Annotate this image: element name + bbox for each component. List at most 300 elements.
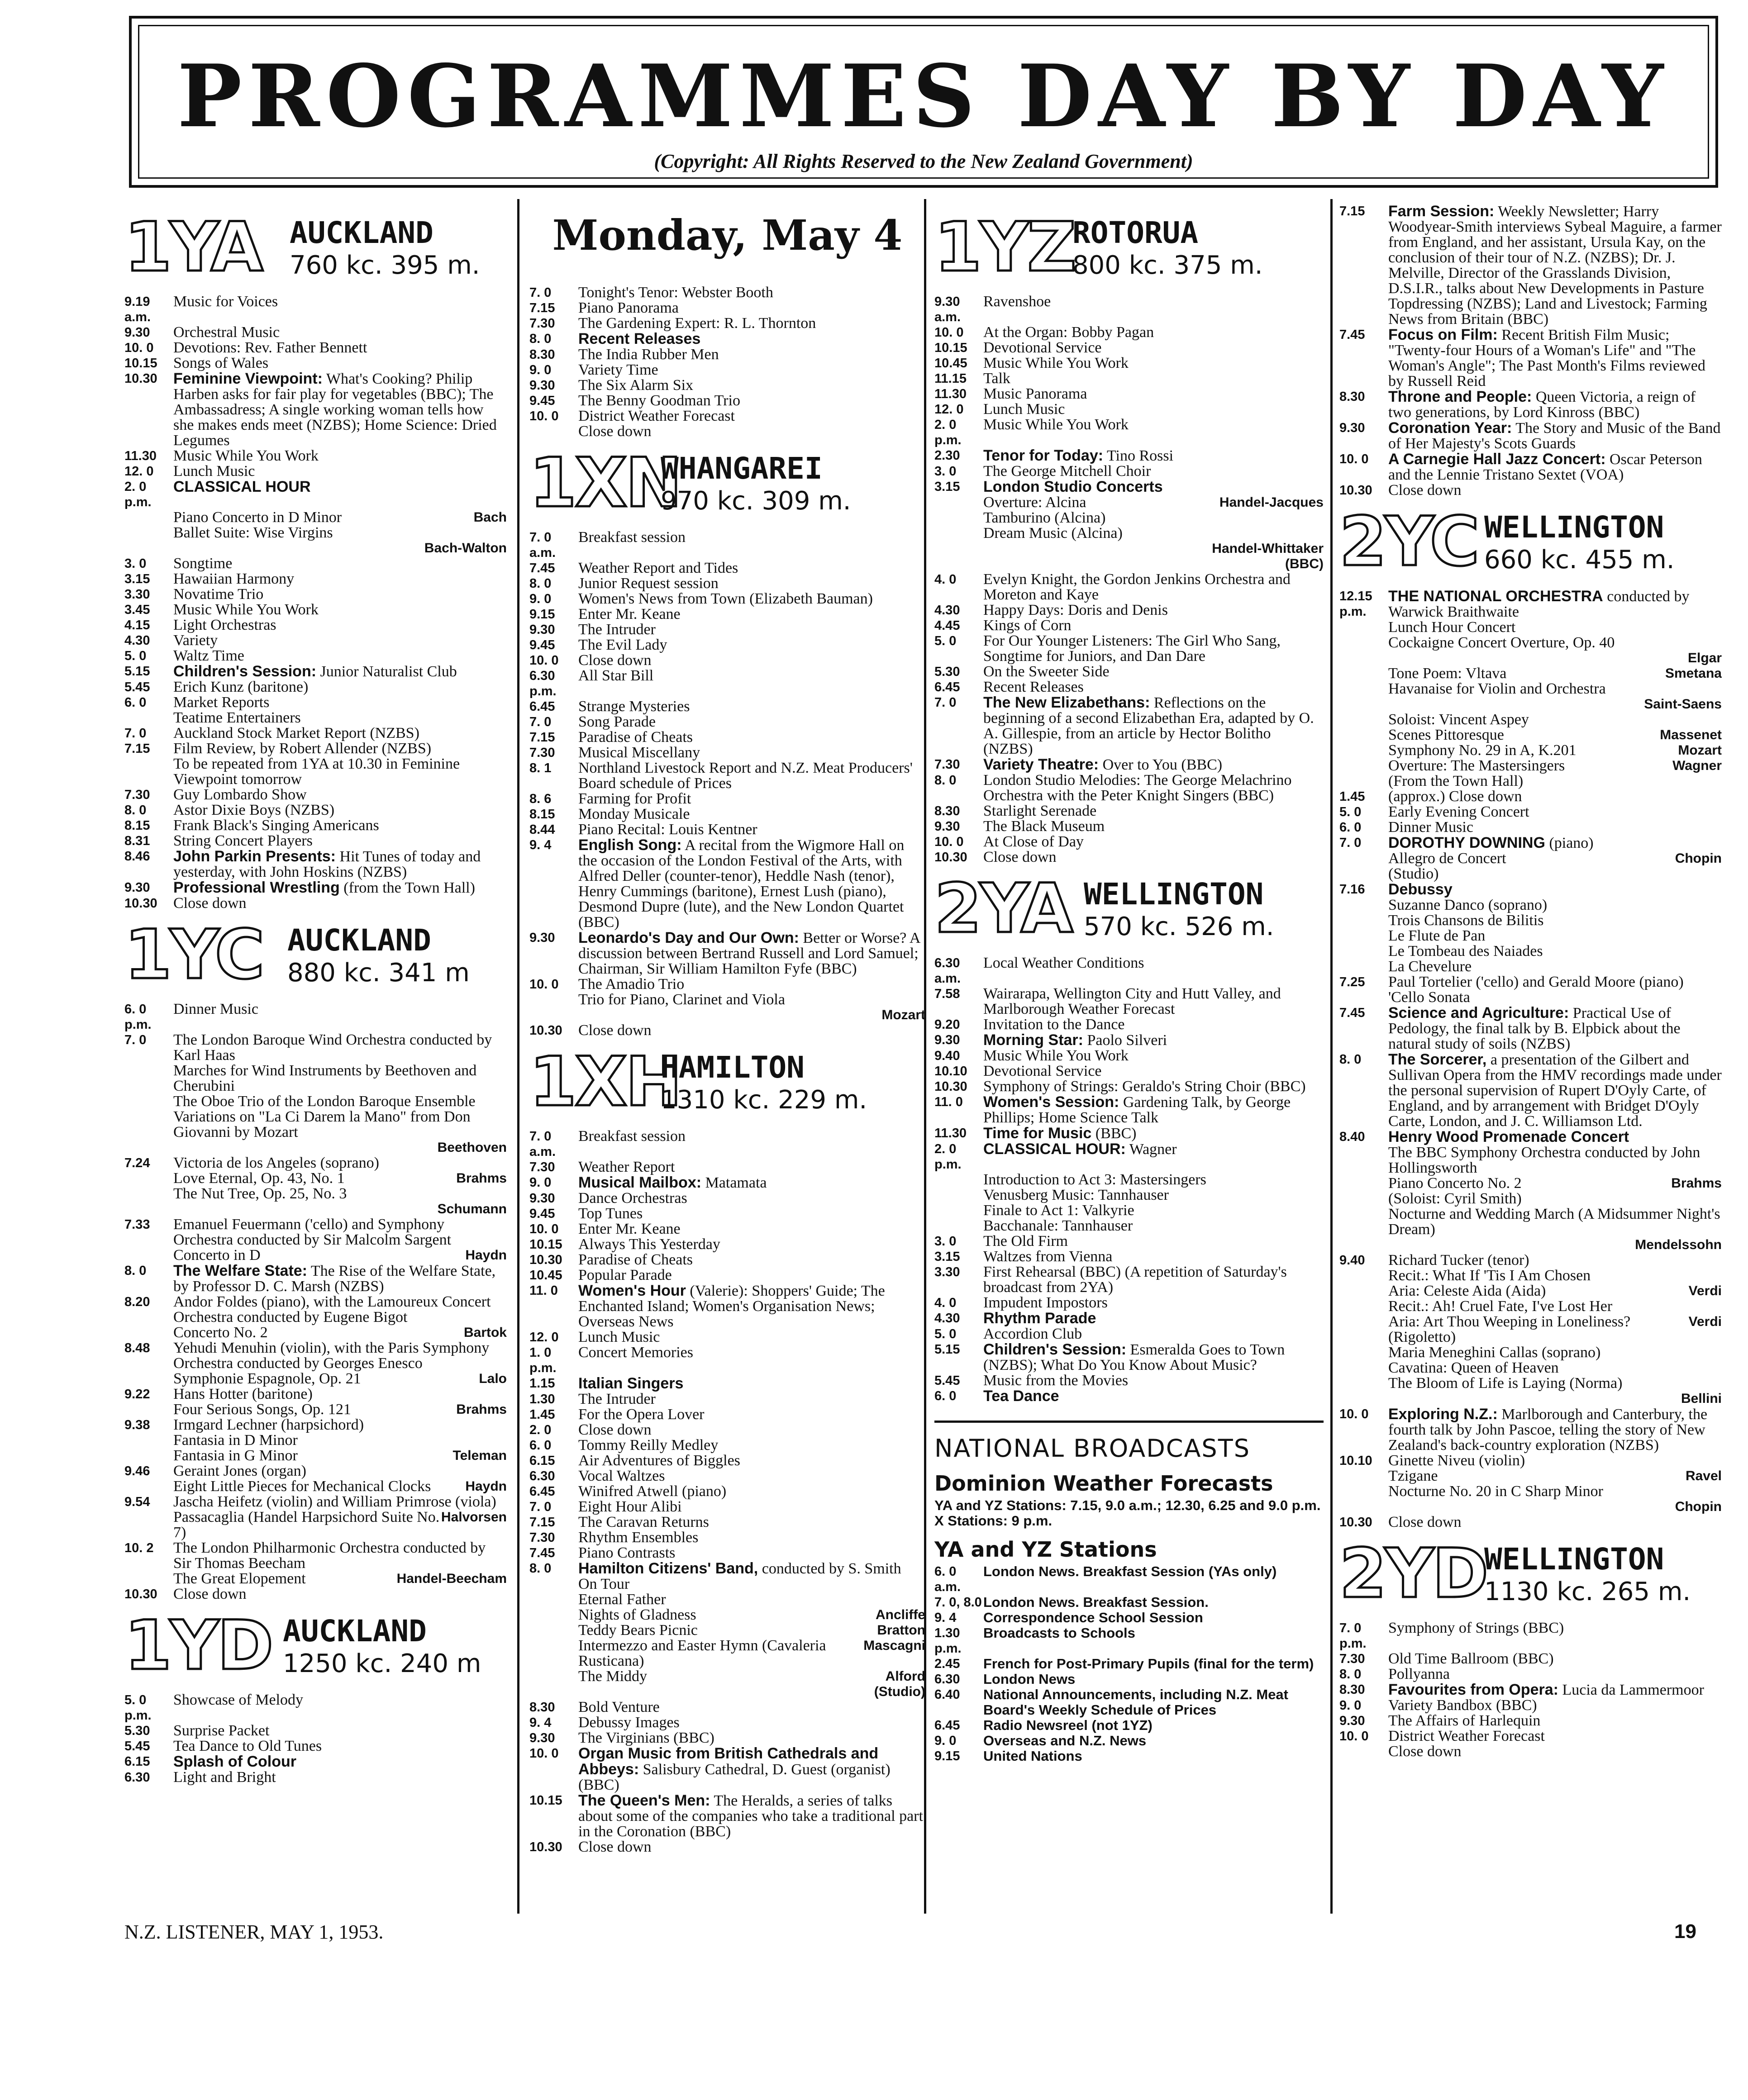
programme-time: 7. 0 [934,695,957,710]
programme-description: Symphony of Strings: Geraldo's String Choir (BBC) [983,1078,1306,1095]
programme-time: 8.30 [1339,390,1365,404]
programme-time: 8.31 [124,834,150,848]
station-header [1339,503,1722,581]
programme-description: Tea Dance to Old Tunes [173,1738,322,1754]
station-header [124,208,507,287]
detail-text: Overture: The Mastersingers [1388,757,1565,774]
detail-text: Venusberg Music: Tannhauser [983,1187,1169,1203]
programme-entry [124,896,507,911]
national-broadcast-item [934,1656,1324,1672]
programme-time: 9.30 [529,378,555,393]
page-number: 19 [1674,1920,1696,1943]
copyright-notice: (Copyright: All Rights Reserved to the New Zealand Government) [654,150,1193,172]
programme-detail [934,1172,1324,1188]
programme-description: conducted by Warwick Braithwaite [1388,588,1690,620]
programme-time: 9. 4 [529,838,552,852]
programme-time: 2. 0 p.m. [124,480,152,509]
programme-time: 10. 0 [1339,452,1369,466]
programme-entry [529,316,925,331]
programme-time: 10.30 [124,1587,157,1601]
programme-time: 7.15 [124,741,150,756]
programme-entry [124,448,507,464]
programme-time: 3.15 [124,572,150,586]
detail-text: Piano Concerto No. 2 [1388,1175,1522,1192]
programme-text [1388,204,1722,327]
programme-text [578,362,925,378]
programme-description: (piano) [1549,835,1594,851]
programme-entry [529,607,925,622]
programme-description: The Rise of the Welfare State, by Professor D. C. Marsh (NZBS) [173,1263,496,1295]
programme-text [578,791,925,807]
programme-entry [1339,820,1722,835]
programme-text [173,1692,507,1723]
station-city: WELLINGTON [1084,877,1264,912]
programme-text [983,572,1324,603]
detail-text: Recit.: Ah! Cruel Fate, I've Lost Her [1388,1298,1613,1315]
programme-text [983,1264,1324,1295]
programme-text [983,757,1324,773]
programme-time: 2.45 [934,1657,960,1671]
programme-time: 12. 0 [529,1330,559,1345]
programme-description: Close down [1388,1514,1462,1530]
composer-credit: Smetana [1665,666,1722,681]
composer-credit: Halvorsen [441,1510,507,1525]
programme-text [983,1373,1324,1388]
programme-detail [1339,1468,1722,1484]
programme-description: Geraint Jones (organ) [173,1463,306,1479]
programme-detail [529,1669,925,1684]
programme-text [578,1499,925,1515]
programme-description: The London Baroque Wind Orchestra conducted by Karl Haas [173,1031,492,1064]
programme-entry [124,356,507,371]
composer-credit: Brahms [1671,1176,1722,1191]
station-frequency: 760 kc. 395 m. [290,251,480,280]
programme-time: 8. 0 [529,1561,552,1576]
programme-text [578,1345,925,1376]
programme-description: Waltz Time [173,647,244,664]
programme-entry [934,1342,1324,1373]
programme-text [983,1094,1324,1126]
programme-entry [934,803,1324,819]
programme-text [983,356,1324,371]
programme-text [983,1687,1324,1718]
programme-entry [1339,804,1722,820]
programme-time: 10.15 [124,356,157,371]
programme-entry [124,648,507,664]
programme-title: Focus on Film: [1388,326,1498,343]
programme-text [983,1610,1324,1625]
programme-time: 6. 0 a.m. [934,1564,961,1594]
composer-credit: Chopin [1675,1499,1722,1514]
programme-time: 9.45 [529,1207,555,1221]
programme-entry [1339,1453,1722,1468]
programme-description: Jascha Heifetz (violin) and William Primrose (viola) [173,1493,496,1510]
programme-text [983,1625,1324,1656]
programme-text [578,1545,925,1561]
programme-description: Starlight Serenade [983,803,1097,819]
station-frequency: 660 kc. 455 m. [1484,545,1675,575]
programme-text [173,340,507,356]
programme-entry [124,741,507,756]
programme-time: 6.30 a.m. [934,956,961,986]
programme-time: 9. 0 [934,1734,957,1748]
programme-description: Bold Venture [578,1699,660,1715]
programme-description: The Benny Goodman Trio [578,392,740,409]
programme-description: Enter Mr. Keane [578,606,681,622]
programme-title: Tenor for Today: [983,447,1104,464]
programme-entry [1339,1515,1722,1530]
detail-text: Four Serious Songs, Op. 121 [173,1401,351,1418]
programme-description: Guy Lombardo Show [173,786,307,803]
programme-detail [124,1510,507,1540]
detail-text: Teatime Entertainers [173,709,301,726]
programme-description: Yehudi Menuhin (violin), with the Paris Symphony Orchestra conducted by Georges Enesco [173,1340,490,1372]
programme-description: Matamata [705,1174,767,1191]
programme-description: French for Post-Primary Pupils (final for the term) [983,1656,1314,1672]
programme-text [578,1237,925,1252]
programme-text [1388,974,1722,990]
programme-description: Tommy Reilly Medley [578,1437,719,1454]
programme-text [983,1064,1324,1079]
programme-text [173,571,507,587]
programme-entry [529,1206,925,1221]
programme-description: London News [983,1671,1076,1687]
programme-description: Lunch Music [578,1329,660,1345]
programme-text [173,849,507,880]
programme-text [983,1733,1324,1748]
programme-time: 10.30 [529,1023,562,1038]
programme-text [983,1079,1324,1094]
detail-text: Cockaigne Concert Overture, Op. 40 [1388,634,1615,651]
composer-credit: Saint-Saens [1644,697,1722,712]
programme-description: Music Panorama [983,385,1087,402]
station-frequency: 570 kc. 526 m. [1084,912,1274,941]
national-broadcast-item [934,1687,1324,1718]
programme-time: 7. 0 [1339,836,1362,850]
programme-detail [1339,758,1722,774]
programme-detail [1339,635,1722,651]
programme-title: Favourites from Opera: [1388,1681,1558,1698]
detail-text: (From the Town Hall) [1388,773,1524,789]
programme-text [983,1126,1324,1141]
programme-title: Henry Wood Promenade Concert [1388,1128,1629,1145]
programme-time: 7.33 [124,1217,150,1232]
programme-entry [1339,1667,1722,1682]
programme-text [983,464,1324,479]
programme-description: United Nations [983,1748,1082,1764]
column-4 [1339,204,1722,1759]
station-frequency: 1250 kc. 240 m [283,1649,481,1678]
programme-text [578,530,925,561]
programme-entry [529,1023,925,1038]
programme-detail [124,1186,507,1202]
programme-entry [934,695,1324,757]
programme-text [578,822,925,837]
detail-text: Concerto in D [173,1247,261,1264]
programme-text [173,464,507,479]
programme-entry [934,757,1324,773]
station-header [529,1043,925,1121]
programme-detail [124,1248,507,1263]
programme-entry [934,1079,1324,1094]
programme-title: DOROTHY DOWNING [1388,834,1545,851]
programme-time: 6.30 p.m. [529,669,557,698]
composer-credit: Mascagni [863,1638,925,1653]
programme-time: 7. 0 [124,1033,147,1047]
programme-description: (Valerie): Shoppers' Guide; The Enchanted Island; Women's Organisation News; Overseas News [578,1283,885,1330]
programme-time: 6. 0 [124,695,147,710]
programme-description: Concert Memories [578,1344,693,1361]
programme-description: Air Adventures of Biggles [578,1452,740,1469]
programme-entry [529,1191,925,1206]
programme-time: 7. 0 a.m. [529,1129,556,1159]
programme-text [578,837,925,930]
composer-credit: Mozart [881,1007,925,1022]
programme-description: Dinner Music [173,1001,258,1017]
programme-entry [124,803,507,818]
station-city: AUCKLAND [290,215,433,250]
programme-entry [529,1561,925,1577]
programme-description: Hans Hotter (baritone) [173,1386,313,1402]
programme-description: Always This Yesterday [578,1236,720,1253]
detail-text: Lunch Hour Concert [1388,619,1516,636]
programme-time: 8. 0 [1339,1667,1362,1682]
programme-time: 8. 0 [1339,1052,1362,1067]
programme-time: 4.15 [124,618,150,632]
programme-description: Farming for Profit [578,790,691,807]
programme-time: 10. 2 [124,1541,154,1555]
composer-credit: Mendelssohn [1635,1237,1722,1252]
programme-text [173,787,507,803]
station-city: AUCKLAND [283,1614,427,1649]
station-header [529,444,925,523]
programme-detail [124,1171,507,1186]
programme-time: 5. 0 p.m. [124,1693,152,1723]
programme-text [173,695,507,710]
programme-detail [1339,620,1722,635]
programme-description: Invitation to the Dance [983,1016,1125,1033]
programme-description: Auckland Stock Market Report (NZBS) [173,725,419,741]
programme-time: 7.15 [529,301,555,315]
programme-title: Exploring N.Z.: [1388,1406,1498,1423]
programme-time: 2. 0 [529,1423,552,1437]
programme-entry [1339,1651,1722,1667]
programme-description: Hawaiian Harmony [173,570,295,587]
programme-entry [529,1221,925,1237]
detail-text: Close down [1388,1743,1462,1760]
programme-entry [934,1141,1324,1172]
programme-entry [124,1723,507,1739]
programme-description: Junior Request session [578,575,719,592]
station-header [124,1606,507,1685]
programme-detail [124,1479,507,1494]
programme-time: 3.15 [934,480,960,494]
programme-time: 10.30 [1339,483,1372,498]
programme-description: Enter Mr. Keane [578,1221,681,1237]
programme-entry [529,1839,925,1855]
programme-entry [124,464,507,479]
detail-text: Variations on "La Ci Darem la Mano" from Don Giovanni by Mozart [173,1108,471,1140]
programme-entry [529,1175,925,1191]
detail-text: Tzigane [1388,1468,1438,1484]
programme-text [173,1387,507,1402]
programme-description: Debussy Images [578,1714,680,1731]
programme-text [983,479,1324,495]
national-broadcast-item [934,1748,1324,1764]
programme-time: 9. 4 [934,1611,957,1625]
national-broadcast-item [934,1625,1324,1656]
station-frequency: 970 kc. 309 m. [661,486,851,516]
programme-description: Paolo Silveri [1087,1032,1167,1049]
programme-description: Symphony of Strings (BBC) [1388,1620,1564,1636]
programme-description: Strange Mysteries [578,698,690,715]
national-broadcasts-subheading: Dominion Weather Forecasts [934,1471,1273,1496]
programme-description: District Weather Forecast [578,408,735,424]
detail-text: The Great Elopement [173,1570,306,1587]
programme-entry [934,1017,1324,1032]
programme-entry [529,1268,925,1283]
programme-text [1388,1515,1722,1530]
programme-time: 11. 0 [934,1095,963,1109]
station-frequency: 1130 kc. 265 m. [1484,1577,1691,1606]
masthead [129,16,1718,188]
programme-detail [1339,743,1722,758]
programme-text [578,316,925,331]
programme-description: Tino Rossi [1106,447,1174,464]
detail-text: Concerto No. 2 [173,1324,268,1341]
programme-description: For Our Younger Listeners: The Girl Who Sang, Songtime for Juniors, and Dan Dare [983,632,1281,665]
programme-description: Winifred Atwell (piano) [578,1483,727,1500]
programme-text [173,1463,507,1479]
programme-text [1388,1651,1722,1667]
programme-text [578,1191,925,1206]
programme-detail [1339,1145,1722,1176]
programme-description: Vocal Waltzes [578,1468,665,1484]
programme-text [983,819,1324,834]
station-logo: 1YD [124,1606,272,1685]
programme-time: 10. 0 [529,653,559,668]
programme-entry [529,362,925,378]
programme-entry [934,603,1324,618]
programme-text [578,1715,925,1730]
programme-description: Wairarapa, Wellington City and Hutt Valley, and Marlborough Weather Forecast [983,985,1281,1017]
programme-text [983,448,1324,464]
programme-text [578,668,925,699]
programme-description: Monday Musicale [578,806,690,822]
programme-description: On the Sweeter Side [983,663,1110,680]
programme-description: Film Review, by Robert Allender (NZBS) [173,740,432,757]
composer-credit: Handel-Jacques [1219,495,1324,510]
composer-credit: Bratton [877,1623,925,1638]
programme-description: Music While You Work [173,601,319,618]
detail-text: Havanaise for Violin and Orchestra [1388,680,1606,697]
programme-time: 8.40 [1339,1130,1365,1144]
programme-description: Close down [983,849,1057,865]
programme-time: 7.30 [529,316,555,331]
programme-detail [934,1188,1324,1203]
programme-entry [529,1283,925,1330]
composer-credit: Verdi [1688,1283,1722,1298]
detail-text: On Tour [578,1576,630,1592]
programme-time: 4.30 [934,1311,960,1326]
programme-entry [934,986,1324,1017]
programme-time: 10. 0 [529,1222,559,1236]
detail-text: Aria: Celeste Aida (Aida) [1388,1283,1546,1299]
programme-text [578,1453,925,1468]
programme-description: Correspondence School Session [983,1610,1203,1625]
programme-time: 9. 0 [529,1175,552,1190]
programme-time: 10.45 [934,356,967,371]
programme-text [983,1656,1324,1672]
programme-title: A Carnegie Hall Jazz Concert: [1388,451,1606,468]
programme-text [983,1048,1324,1064]
composer-credit: Ravel [1685,1468,1722,1483]
programme-detail [124,1402,507,1417]
programme-text [983,695,1324,757]
programme-description: Close down [578,1839,652,1855]
programme-title: English Song: [578,836,682,854]
station-logo: 2YC [1339,503,1478,581]
programme-entry [124,1032,507,1063]
detail-text: Eternal Father [578,1591,666,1608]
programme-description: Frank Black's Singing Americans [173,817,379,834]
programme-description: Music While You Work [173,447,319,464]
programme-entry [529,977,925,992]
programme-text [173,1417,507,1433]
programme-description: Music While You Work [983,1047,1129,1064]
programme-description: At Close of Day [983,833,1084,850]
programme-entry [124,587,507,602]
programme-time: 1.30 p.m. [934,1626,962,1656]
programme-detail [529,1607,925,1623]
programme-text [983,955,1324,986]
detail-text: Allegro de Concert [1388,850,1506,867]
programme-description: Impudent Impostors [983,1294,1108,1311]
programme-text [578,1129,925,1159]
programme-text [983,803,1324,819]
programme-time: 8.30 [529,1700,555,1715]
programme-description: Tonight's Tenor: Webster Booth [578,284,773,301]
programme-title: Italian Singers [578,1375,684,1392]
programme-entry [529,331,925,347]
programme-detail [1339,990,1722,1005]
programme-description: Variety Bandbox (BBC) [1388,1697,1537,1714]
programme-text [983,633,1324,664]
programme-description: Recent Releases [983,679,1084,695]
programme-entry [124,294,507,325]
programme-entry [934,417,1324,448]
programme-entry [1339,589,1722,620]
programme-entry [529,930,925,977]
programme-entry [529,1252,925,1268]
programme-time: 6.30 [124,1770,150,1785]
programme-description: Waltzes from Vienna [983,1248,1113,1265]
programme-text [173,602,507,618]
programme-text [578,331,925,347]
detail-text: Finale to Act 1: Valkyrie [983,1202,1134,1219]
programme-text [578,745,925,760]
programme-detail [1339,1207,1722,1237]
programme-time: 8.46 [124,849,150,864]
programme-description: Songs of Wales [173,355,269,371]
programme-title: Morning Star: [983,1031,1083,1049]
programme-time: 10.15 [529,1793,562,1808]
programme-detail [124,1325,507,1340]
programme-time: 10. 0 [529,1746,559,1761]
programme-description: Piano Contrasts [578,1544,676,1561]
programme-entry [934,479,1324,495]
programme-description: Talk [983,370,1010,387]
